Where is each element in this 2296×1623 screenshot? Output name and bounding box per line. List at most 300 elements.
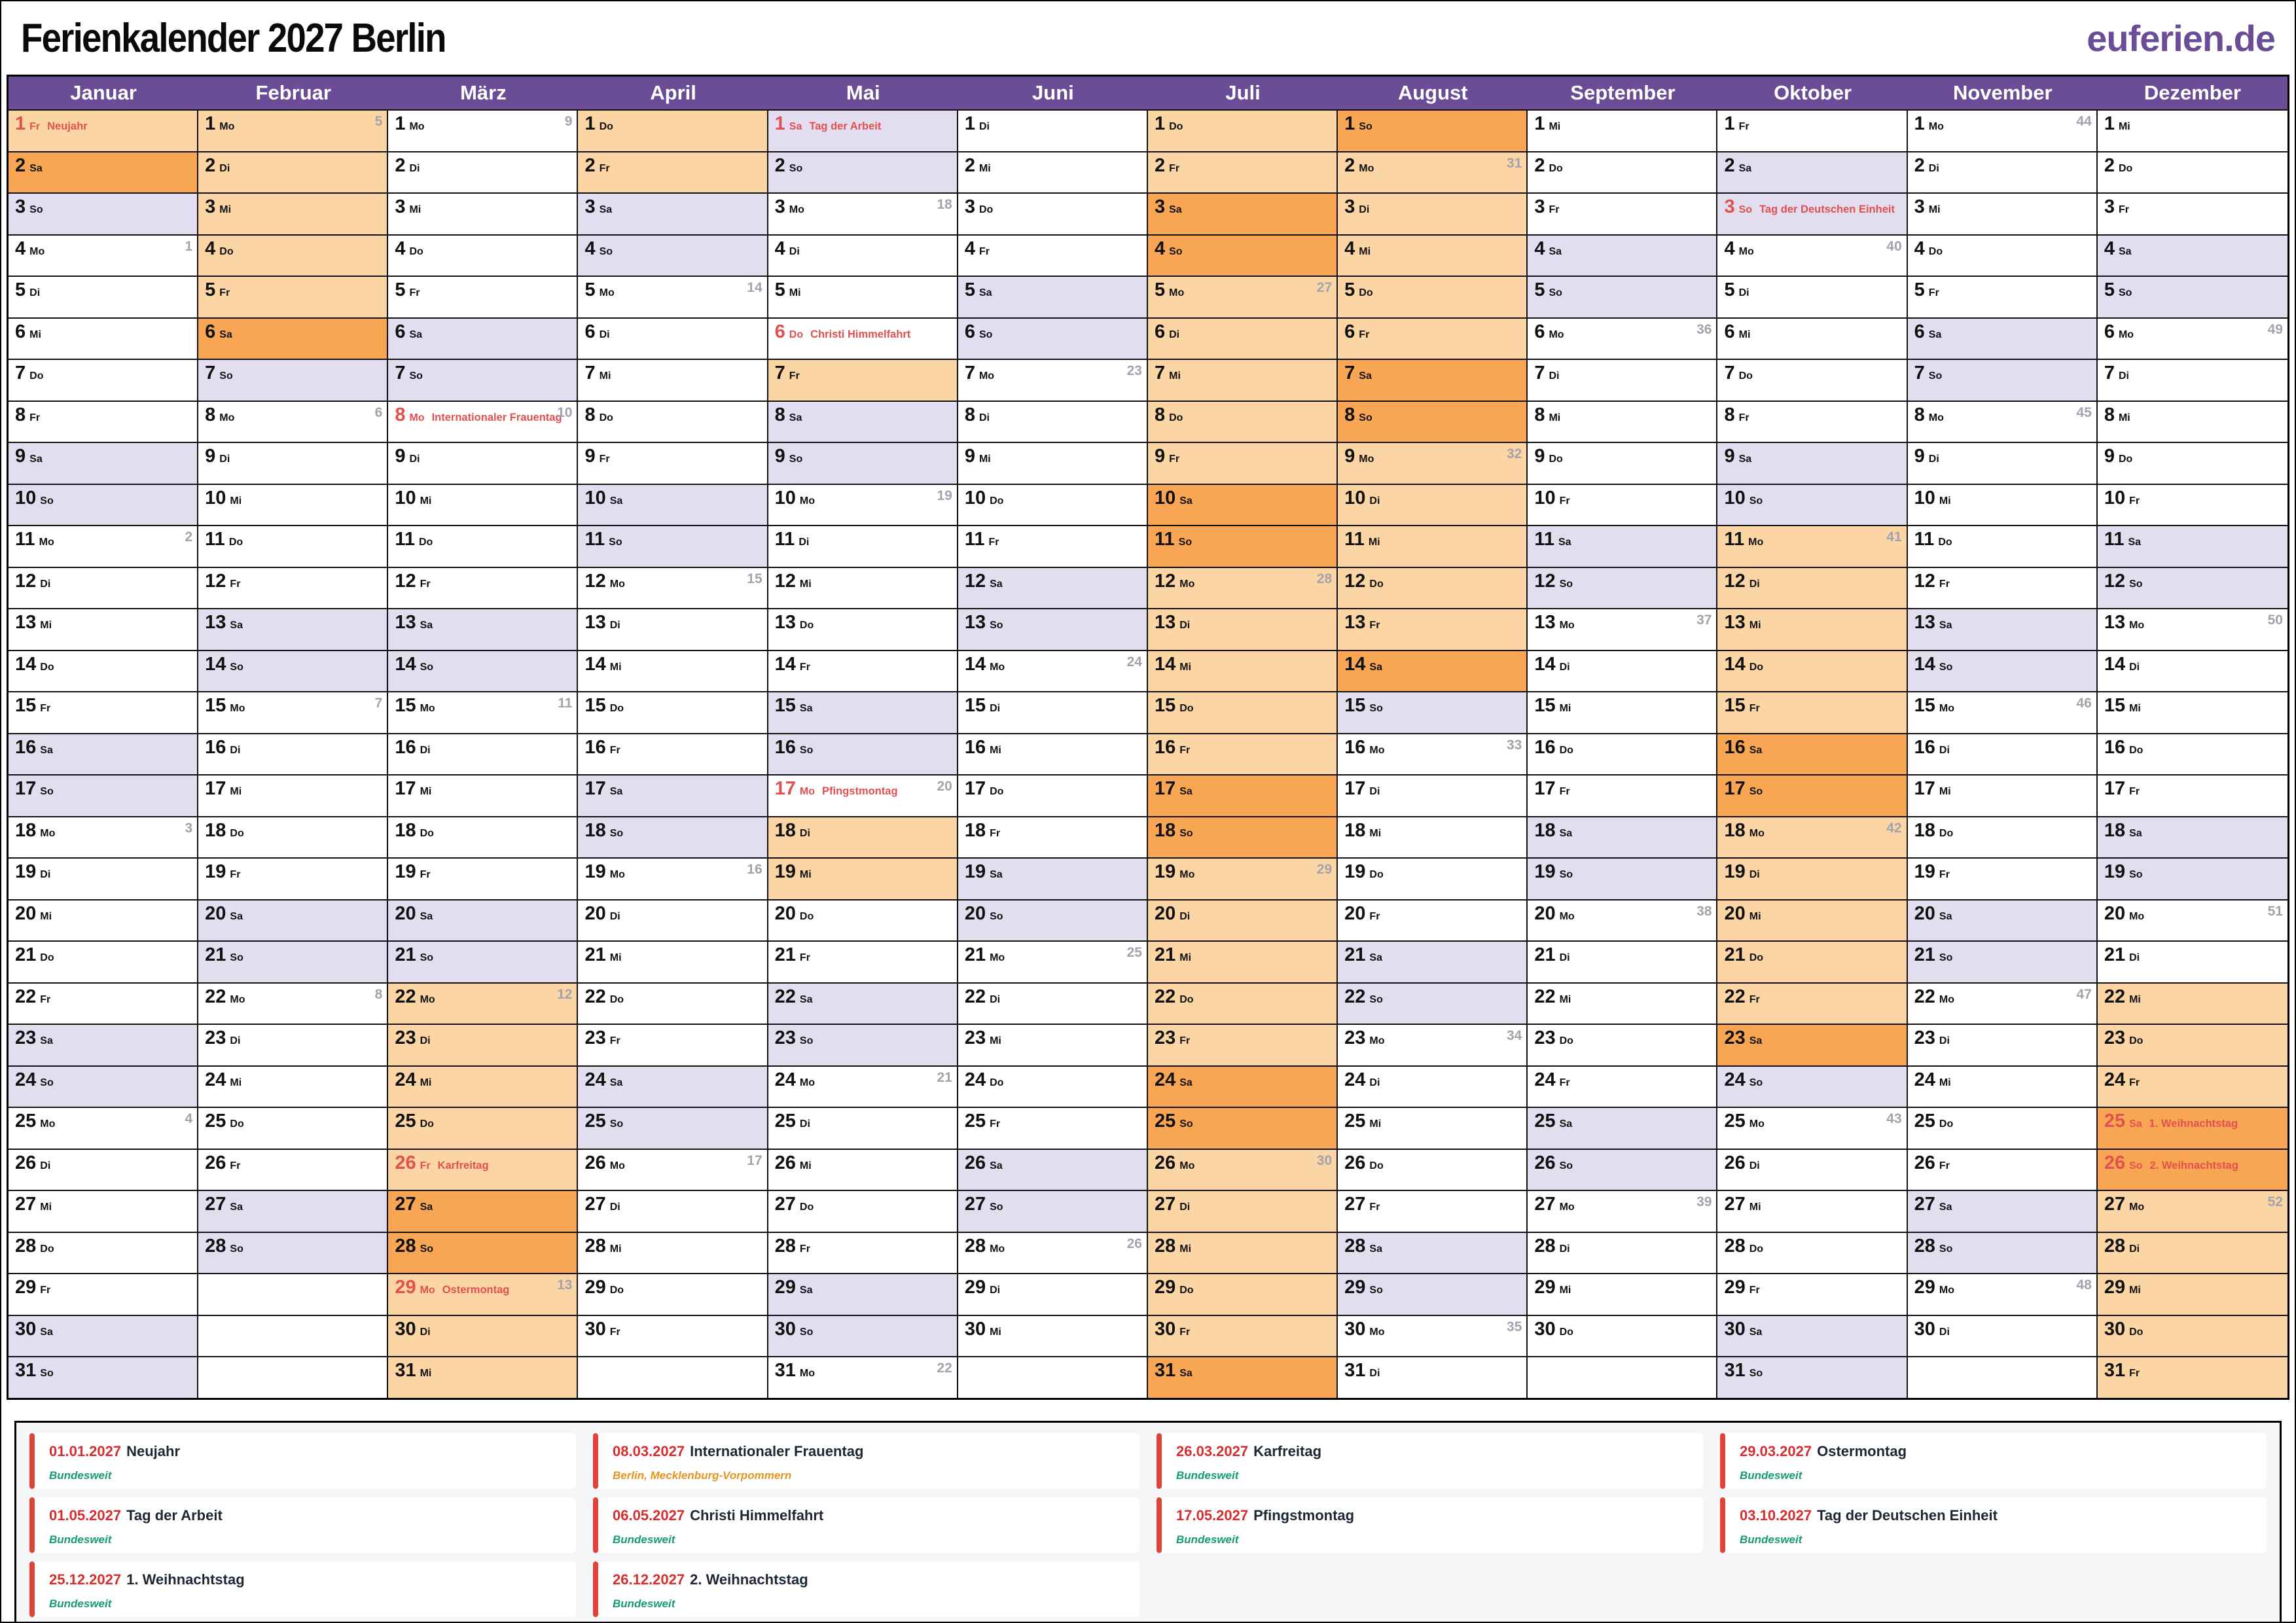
day-cell-november-25 [1908,1107,2096,1149]
weekday-abbrev: Fr [40,993,51,1005]
weekday-abbrev: Fr [1169,454,1180,465]
legend-region: Bundesweit [613,1597,675,1610]
day-number: 10 [774,487,796,508]
weekday-abbrev: Do [2129,744,2144,756]
day-number: 5 [395,279,406,300]
day-cell-märz-13 [388,608,577,650]
day-number: 23 [1534,1027,1556,1048]
legend-entry-26.12.2027 [593,1561,1139,1617]
week-number: 15 [747,571,762,586]
day-number: 17 [1724,778,1746,799]
weekday-abbrev: Fr [420,578,431,590]
day-number: 24 [1344,1069,1366,1090]
logo-link[interactable]: euferien.de [2087,17,2275,59]
day-number: 17 [774,778,796,799]
weekday-abbrev: Mo [1549,329,1564,340]
weekday-abbrev: Fr [599,454,610,465]
day-cell-mai-3 [768,192,957,234]
weekday-abbrev: Di [1359,204,1370,215]
day-cell-juni-6 [958,317,1147,359]
day-cell-märz-22 [388,982,577,1024]
day-cell-oktober-26 [1717,1149,1906,1190]
weekday-abbrev: Mi [420,1368,432,1379]
weekday-abbrev: Mi [2118,412,2130,423]
holiday-label: Tag der Deutschen Einheit [1759,204,1895,215]
day-cell-april-5 [578,276,766,317]
weekday-abbrev: So [40,1077,54,1088]
day-number: 17 [1154,778,1176,799]
weekday-abbrev: Di [40,1160,51,1171]
weekday-abbrev: So [799,744,814,756]
day-number: 31 [1724,1360,1746,1381]
week-number: 37 [1696,613,1712,628]
day-cell-märz-20 [388,899,577,941]
weekday-abbrev: Mo [990,952,1005,963]
day-number: 28 [1154,1235,1176,1257]
legend-holiday-name: Pfingstmontag [1253,1507,1355,1524]
weekday-abbrev: Sa [609,1077,623,1088]
weekday-abbrev: So [2118,287,2132,298]
day-cell-märz-25 [388,1107,577,1149]
day-number: 13 [395,612,416,633]
weekday-abbrev: Mi [1549,121,1561,132]
weekday-abbrev: Di [978,121,990,132]
day-number: 21 [15,944,37,965]
day-number: 26 [1914,1152,1935,1173]
weekday-abbrev: Do [799,910,814,922]
day-cell-mai-14 [768,650,957,692]
day-number: 28 [964,1235,986,1257]
day-number: 18 [1914,819,1935,841]
day-cell-märz-28 [388,1232,577,1274]
day-number: 28 [1534,1235,1556,1257]
weekday-abbrev: Mi [40,620,52,631]
weekday-abbrev: Sa [230,910,243,922]
day-number: 23 [2104,1027,2126,1048]
day-number: 13 [2104,612,2126,633]
weekday-abbrev: Fr [420,1160,431,1171]
weekday-abbrev: Mi [1749,910,1761,922]
weekday-abbrev: Do [990,1077,1004,1088]
day-cell-februar-4 [198,234,387,276]
weekday-abbrev: Mo [1369,744,1385,756]
weekday-abbrev: So [2129,578,2143,590]
day-number: 30 [964,1318,986,1340]
day-number: 4 [15,238,26,259]
day-number: 22 [205,986,226,1007]
day-number: 15 [584,695,606,716]
day-cell-dezember-20 [2098,899,2287,941]
day-cell-oktober-11 [1717,525,1906,567]
weekday-abbrev: Do [1939,827,1954,839]
weekday-abbrev: Do [1359,287,1373,298]
weekday-abbrev: Mo [990,1243,1005,1255]
day-cell-april-25 [578,1107,766,1149]
day-cell-juli-31 [1148,1356,1336,1398]
day-cell-juli-10 [1148,484,1336,526]
weekday-abbrev: Fr [609,744,620,756]
day-number: 14 [964,653,986,675]
weekday-abbrev: Di [219,454,230,465]
weekday-abbrev: Mo [230,703,245,714]
day-cell-september-20 [1528,899,1716,941]
weekday-abbrev: So [1559,869,1573,880]
weekday-abbrev: Sa [420,910,433,922]
weekday-abbrev: Do [409,245,423,257]
day-cell-november-15 [1908,691,2096,733]
day-cell-april-22 [578,982,766,1024]
day-cell-juli-12 [1148,567,1336,609]
day-cell-oktober-17 [1717,774,1906,816]
day-cell-mai-23 [768,1024,957,1065]
month-header-januar: Januar [70,81,137,104]
day-number: 15 [1724,695,1746,716]
day-number: 14 [15,653,37,675]
week-number: 20 [937,779,952,794]
day-number: 4 [205,238,216,259]
day-number: 2 [395,154,406,176]
day-cell-juli-16 [1148,733,1336,775]
day-cell-dezember-27 [2098,1190,2287,1232]
day-cell-september-24 [1528,1065,1716,1107]
weekday-abbrev: So [1359,121,1372,132]
day-number: 4 [1344,238,1355,259]
day-cell-april-1 [578,109,766,151]
day-cell-juni-30 [958,1315,1147,1357]
day-cell-august-12 [1338,567,1526,609]
day-number: 27 [964,1194,986,1215]
weekday-abbrev: Mo [29,245,45,257]
day-number: 2 [15,154,26,176]
month-column-januar [9,109,198,1398]
day-number: 26 [1534,1152,1556,1173]
day-number: 28 [1344,1235,1366,1257]
day-number: 25 [395,1111,416,1132]
legend-date: 01.05.2027 [49,1507,122,1524]
week-number: 13 [557,1277,573,1293]
day-cell-märz-9 [388,442,577,484]
day-number: 26 [1154,1152,1176,1173]
day-cell-februar-16 [198,733,387,775]
day-number: 17 [2104,778,2126,799]
day-cell-märz-27 [388,1190,577,1232]
week-number: 27 [1316,280,1333,295]
weekday-abbrev: Mi [789,287,801,298]
legend-accent-bar [29,1561,35,1617]
day-cell-oktober-1 [1717,109,1906,151]
empty-cell-november-31 [1908,1356,2096,1398]
day-cell-januar-17 [9,774,197,816]
day-number: 25 [2104,1111,2126,1132]
day-number: 17 [584,778,606,799]
weekday-abbrev: Do [1169,121,1183,132]
weekday-abbrev: So [990,910,1003,922]
weekday-abbrev: Mo [609,1160,625,1171]
day-number: 23 [774,1027,796,1048]
week-number: 32 [1506,446,1522,461]
day-number: 27 [205,1194,226,1215]
day-cell-januar-23 [9,1024,197,1065]
holiday-legend [14,1421,2282,1623]
weekday-abbrev: So [609,1118,624,1130]
day-cell-november-16 [1908,733,2096,775]
day-number: 5 [15,279,26,300]
day-number: 20 [1534,902,1556,924]
day-cell-april-7 [578,359,766,401]
day-number: 21 [395,944,416,965]
day-cell-januar-27 [9,1190,197,1232]
week-number: 4 [185,1111,193,1126]
day-cell-januar-16 [9,733,197,775]
day-cell-mai-7 [768,359,957,401]
day-number: 14 [584,653,606,675]
day-number: 23 [1914,1027,1935,1048]
day-number: 6 [1344,321,1355,342]
weekday-abbrev: Sa [1939,1202,1952,1213]
weekday-abbrev: Mo [1179,1160,1195,1171]
day-cell-oktober-12 [1717,567,1906,609]
week-number: 35 [1506,1319,1522,1334]
weekday-abbrev: Mo [1369,1035,1385,1046]
weekday-abbrev: Mi [1939,1077,1951,1088]
day-number: 1 [964,113,975,134]
legend-entry-08.03.2027 [593,1433,1139,1489]
day-number: 5 [1344,279,1355,300]
day-cell-oktober-21 [1717,940,1906,982]
day-cell-september-11 [1528,525,1716,567]
day-cell-oktober-23 [1717,1024,1906,1065]
weekday-abbrev: Sa [219,329,232,340]
day-number: 23 [395,1027,416,1048]
day-number: 12 [395,570,416,592]
day-number: 21 [205,944,226,965]
weekday-abbrev: So [599,245,613,257]
day-number: 7 [15,363,26,383]
weekday-abbrev: Mi [990,1035,1001,1046]
day-cell-august-9 [1338,442,1526,484]
day-number: 11 [1724,529,1745,550]
day-number: 18 [1154,819,1176,841]
month-header-märz: März [460,81,507,104]
day-cell-juni-25 [958,1107,1147,1149]
weekday-abbrev: Di [1559,952,1570,963]
day-cell-september-23 [1528,1024,1716,1065]
weekday-abbrev: Mo [420,993,435,1005]
weekday-abbrev: Fr [2129,1077,2140,1088]
day-number: 23 [1344,1027,1366,1048]
day-cell-oktober-31 [1717,1356,1906,1398]
month-column-februar [198,109,388,1398]
weekday-abbrev: Di [219,162,230,174]
day-cell-februar-21 [198,940,387,982]
holiday-label: 1. Weihnachtstag [2149,1118,2238,1130]
day-number: 28 [584,1235,606,1257]
day-cell-november-5 [1908,276,2096,317]
day-number: 2 [1534,154,1545,176]
weekday-abbrev: Sa [420,1202,433,1213]
day-number: 15 [1154,695,1176,716]
day-cell-februar-11 [198,525,387,567]
day-cell-oktober-9 [1717,442,1906,484]
day-number: 8 [395,404,406,425]
day-cell-september-28 [1528,1232,1716,1274]
legend-entry-25.12.2027 [29,1561,576,1617]
day-number: 24 [1724,1069,1746,1090]
day-number: 18 [395,819,416,841]
day-number: 8 [1154,404,1166,425]
day-number: 29 [774,1277,796,1298]
day-cell-dezember-25 [2098,1107,2287,1149]
day-cell-januar-7 [9,359,197,401]
day-number: 13 [1534,612,1556,633]
day-number: 21 [2104,944,2126,965]
weekday-abbrev: Mo [1748,537,1764,548]
day-cell-august-25 [1338,1107,1526,1149]
day-cell-dezember-24 [2098,1065,2287,1107]
day-cell-märz-12 [388,567,577,609]
weekday-abbrev: Mi [2129,993,2141,1005]
weekday-abbrev: Do [1939,1118,1954,1130]
day-number: 3 [1724,196,1735,217]
weekday-abbrev: Fr [1169,162,1180,174]
weekday-abbrev: Do [230,1118,244,1130]
day-cell-märz-30 [388,1315,577,1357]
year-calendar [7,75,2289,1400]
day-cell-februar-5 [198,276,387,317]
week-number: 18 [937,197,952,212]
weekday-abbrev: Do [1179,703,1194,714]
day-cell-januar-1 [9,109,197,151]
day-cell-mai-19 [768,857,957,899]
day-number: 21 [1534,944,1556,965]
empty-cell-februar-31 [198,1356,387,1398]
empty-cell-juni-31 [958,1356,1147,1398]
day-number: 18 [205,819,226,841]
weekday-abbrev: Fr [1939,869,1950,880]
weekday-abbrev: Fr [990,1118,1001,1130]
day-number: 6 [964,321,975,342]
day-number: 16 [1724,736,1746,758]
day-cell-august-5 [1338,276,1526,317]
day-number: 9 [1534,446,1545,467]
weekday-abbrev: Fr [40,1285,51,1296]
weekday-abbrev: Mo [609,578,625,590]
day-cell-märz-1 [388,109,577,151]
weekday-abbrev: Do [40,952,54,963]
day-number: 20 [774,902,796,924]
day-cell-september-9 [1528,442,1716,484]
weekday-abbrev: Fr [1369,1202,1380,1213]
weekday-abbrev: Mi [990,1326,1001,1338]
weekday-abbrev: Mi [230,495,242,507]
weekday-abbrev: Do [219,245,234,257]
day-cell-juni-23 [958,1024,1147,1065]
weekday-abbrev: Do [1738,370,1753,382]
day-cell-april-13 [578,608,766,650]
day-number: 7 [1344,363,1355,383]
day-number: 25 [1344,1111,1366,1132]
day-number: 8 [774,404,785,425]
weekday-abbrev: Mo [40,1118,56,1130]
day-number: 29 [15,1277,37,1298]
day-cell-april-12 [578,567,766,609]
day-number: 11 [774,529,795,550]
day-cell-januar-6 [9,317,197,359]
day-number: 12 [1344,570,1366,592]
day-number: 8 [1344,404,1355,425]
week-number: 11 [558,696,573,711]
weekday-abbrev: Mi [1749,620,1761,631]
weekday-abbrev: Di [2129,952,2140,963]
day-cell-september-19 [1528,857,1716,899]
day-cell-januar-12 [9,567,197,609]
weekday-abbrev: So [1738,204,1753,215]
day-cell-oktober-30 [1717,1315,1906,1357]
day-cell-juni-28 [958,1232,1147,1274]
day-cell-märz-26 [388,1149,577,1190]
weekday-abbrev: Di [2118,370,2129,382]
legend-date: 03.10.2027 [1740,1507,1812,1524]
week-number: 36 [1696,321,1712,337]
weekday-abbrev: Mo [789,204,804,215]
day-cell-dezember-4 [2098,234,2287,276]
weekday-abbrev: Di [2129,661,2140,673]
weekday-abbrev: Fr [230,869,241,880]
day-number: 17 [1534,778,1556,799]
day-number: 28 [1724,1235,1746,1257]
day-cell-mai-18 [768,816,957,858]
day-number: 1 [205,113,216,134]
weekday-abbrev: Sa [1559,827,1573,839]
day-cell-september-12 [1528,567,1716,609]
day-cell-oktober-2 [1717,151,1906,193]
weekday-abbrev: Mo [1559,910,1575,922]
week-number: 23 [1126,363,1142,378]
legend-holiday-name: Internationaler Frauentag [690,1442,864,1459]
day-number: 16 [774,736,796,758]
day-cell-dezember-5 [2098,276,2287,317]
day-number: 9 [205,446,216,467]
weekday-abbrev: Mo [799,1077,816,1088]
day-cell-oktober-29 [1717,1273,1906,1315]
weekday-abbrev: So [409,370,423,382]
legend-holiday-name: Tag der Deutschen Einheit [1817,1507,1998,1524]
day-cell-juli-19 [1148,857,1336,899]
day-number: 20 [584,902,606,924]
day-number: 16 [395,736,416,758]
day-cell-juli-22 [1148,982,1336,1024]
day-cell-august-15 [1338,691,1526,733]
day-cell-november-12 [1908,567,2096,609]
week-number: 22 [937,1361,952,1376]
day-number: 30 [1724,1318,1746,1340]
day-number: 18 [1534,819,1556,841]
day-number: 13 [1154,612,1176,633]
day-cell-juni-4 [958,234,1147,276]
weekday-abbrev: Di [789,245,800,257]
legend-date: 25.12.2027 [49,1571,122,1588]
week-number: 50 [2267,613,2283,628]
day-number: 9 [1344,446,1355,467]
day-cell-juni-8 [958,401,1147,442]
day-cell-juni-1 [958,109,1147,151]
weekday-abbrev: Di [1939,744,1950,756]
day-cell-märz-19 [388,857,577,899]
day-cell-märz-24 [388,1065,577,1107]
day-number: 20 [2104,902,2126,924]
day-cell-august-8 [1338,401,1526,442]
day-cell-juli-18 [1148,816,1336,858]
